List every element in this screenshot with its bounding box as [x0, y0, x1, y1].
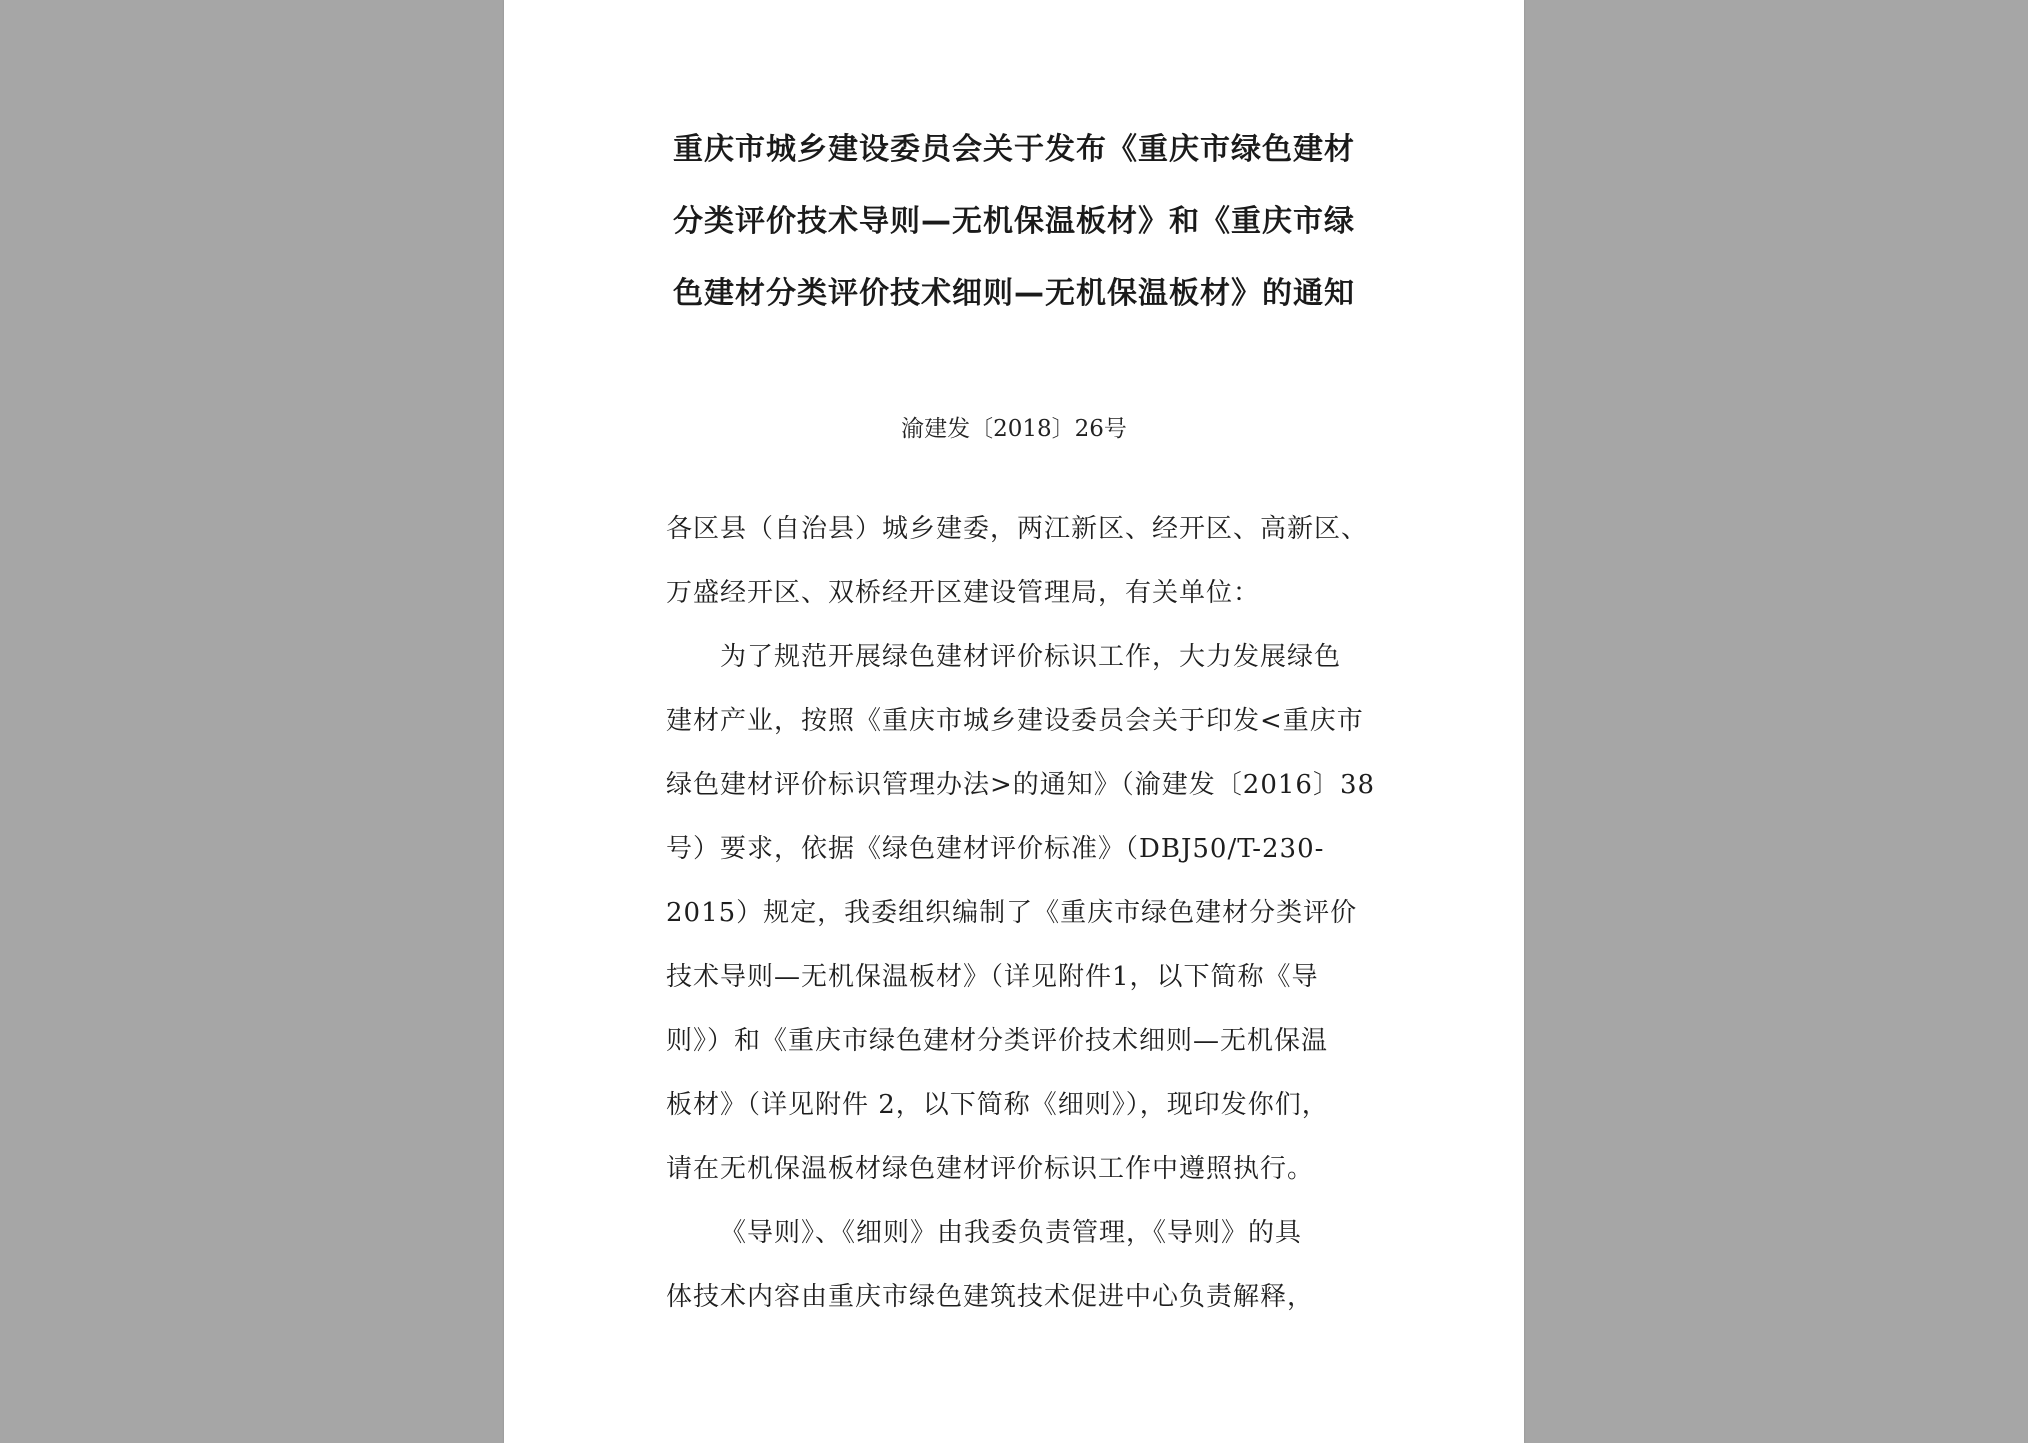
body-paragraph-1-line-5: 2015）规定，我委组织编制了《重庆市绿色建材分类评价 [666, 898, 1358, 928]
document-number: 渝建发〔2018〕26号 [901, 416, 1127, 442]
body-paragraph-2-line-1: 《导则》、《细则》由我委负责管理，《导则》的具 [720, 1218, 1303, 1248]
body-paragraph-2-line-2: 体技术内容由重庆市绿色建筑技术促进中心负责解释， [666, 1282, 1315, 1312]
body-paragraph-1-line-8: 板材》（详见附件 2，以下简称《细则》），现印发你们， [666, 1090, 1329, 1120]
document-title-line-2: 分类评价技术导则—无机保温板材》和《重庆市绿 [673, 204, 1355, 239]
addressee-line-1: 各区县（自治县）城乡建委，两江新区、经开区、高新区、 [666, 514, 1369, 544]
body-paragraph-1-line-9: 请在无机保温板材绿色建材评价标识工作中遵照执行。 [666, 1154, 1315, 1184]
body-paragraph-1-line-4: 号）要求，依据《绿色建材评价标准》（DBJ50/T-230- [666, 834, 1325, 864]
body-paragraph-1-line-2: 建材产业，按照《重庆市城乡建设委员会关于印发<重庆市 [666, 706, 1364, 736]
document-title-line-1: 重庆市城乡建设委员会关于发布《重庆市绿色建材 [673, 132, 1355, 167]
document-page [504, 0, 1524, 1443]
body-paragraph-1-line-1: 为了规范开展绿色建材评价标识工作，大力发展绿色 [720, 642, 1342, 672]
body-paragraph-1-line-3: 绿色建材评价标识管理办法>的通知》（渝建发〔2016〕38 [666, 770, 1376, 800]
document-title-line-3: 色建材分类评价技术细则—无机保温板材》的通知 [673, 276, 1355, 311]
addressee-line-2: 万盛经开区、双桥经开区建设管理局，有关单位： [666, 578, 1261, 608]
body-paragraph-1-line-7: 则》）和《重庆市绿色建材分类评价技术细则—无机保温 [666, 1026, 1329, 1056]
body-paragraph-1-line-6: 技术导则—无机保温板材》（详见附件1，以下简称《导 [666, 962, 1319, 992]
